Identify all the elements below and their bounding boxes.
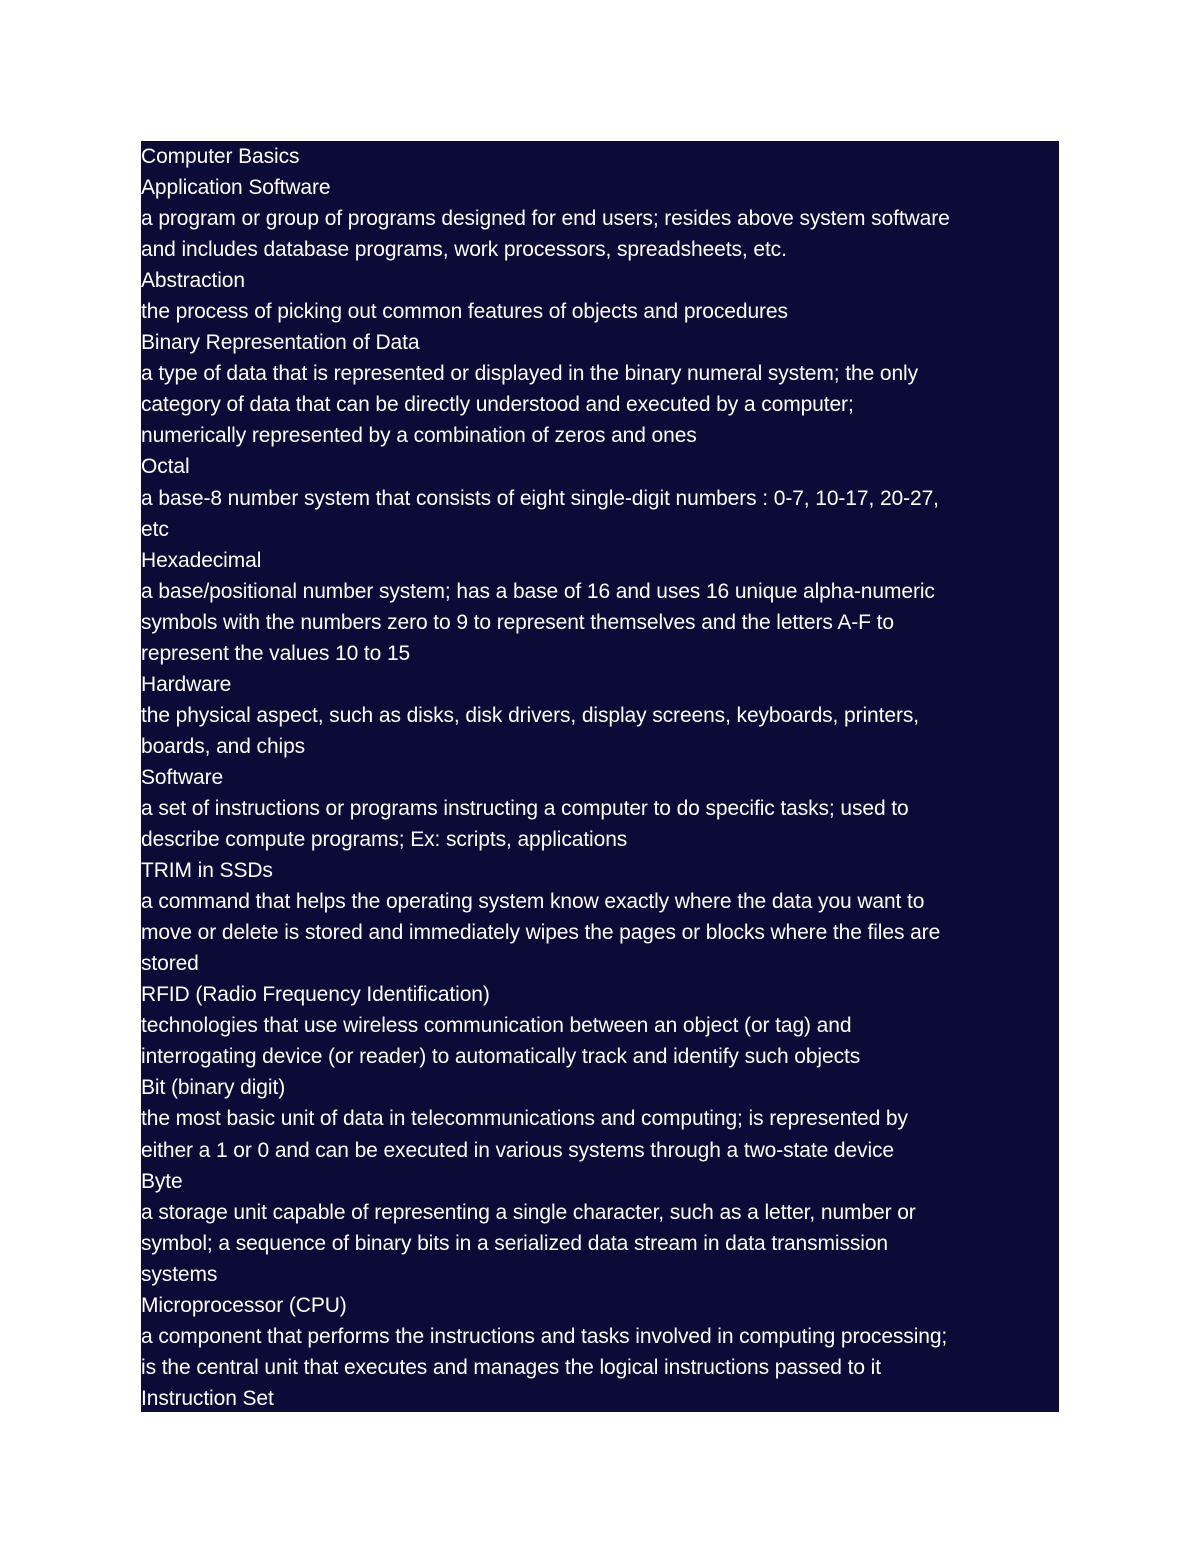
term-heading: Instruction Set — [141, 1386, 274, 1410]
definition-line: represent the values 10 to 15 — [141, 641, 411, 665]
term-heading: Octal — [141, 455, 190, 479]
definition-line: interrogating device (or reader) to automatically track and identify such objects — [141, 1045, 861, 1069]
definition-line: a set of instructions or programs instructing a computer to do specific tasks; used to — [141, 796, 909, 820]
term-heading: Application Software — [141, 176, 331, 200]
definition-line: stored — [141, 952, 199, 976]
definition-line: a component that performs the instructions and tasks involved in computing processing; — [141, 1324, 948, 1348]
definition-line: symbol; a sequence of binary bits in a serialized data stream in data transmission — [141, 1231, 889, 1255]
term-heading: TRIM in SSDs — [141, 859, 273, 883]
document-title: Computer Basics — [141, 145, 300, 168]
term-heading: Abstraction — [141, 269, 245, 293]
definition-line: a base/positional number system; has a base of 16 and uses 16 unique alpha-numeric — [141, 579, 935, 603]
term-heading: Binary Representation of Data — [141, 331, 420, 355]
definition-line: the process of picking out common features of objects and procedures — [141, 300, 788, 324]
definition-line: a base-8 number system that consists of eight single-digit numbers : 0-7, 10-17, 20-27, — [141, 486, 939, 510]
definition-line: systems — [141, 1262, 218, 1286]
term-heading: RFID (Radio Frequency Identification) — [141, 983, 490, 1007]
definition-line: boards, and chips — [141, 734, 306, 758]
definition-line: the most basic unit of data in telecommunications and computing; is represented by — [141, 1107, 908, 1131]
term-heading: Byte — [141, 1169, 183, 1193]
definition-line: etc — [141, 517, 169, 541]
definition-line: a type of data that is represented or displayed in the binary numeral system; the only — [141, 362, 919, 386]
definition-line: describe compute programs; Ex: scripts, applications — [141, 828, 628, 852]
definition-line: a command that helps the operating system know exactly where the data you want to — [141, 890, 925, 914]
term-heading: Hardware — [141, 672, 232, 696]
definition-line: either a 1 or 0 and can be executed in various systems through a two-state device — [141, 1138, 894, 1162]
definition-line: the physical aspect, such as disks, disk drivers, display screens, keyboards, printers, — [141, 703, 919, 727]
definition-line: is the central unit that executes and manages the logical instructions passed to it — [141, 1355, 881, 1379]
definition-line: a storage unit capable of representing a single character, such as a letter, number or — [141, 1200, 916, 1224]
document-text-block — [141, 141, 1059, 1412]
term-heading: Software — [141, 765, 224, 789]
definition-line: technologies that use wireless communication between an object (or tag) and — [141, 1014, 852, 1038]
definition-line: numerically represented by a combination of zeros and ones — [141, 424, 697, 448]
term-heading: Bit (binary digit) — [141, 1076, 286, 1100]
term-heading: Hexadecimal — [141, 548, 262, 572]
definition-line: symbols with the numbers zero to 9 to represent themselves and the letters A-F to — [141, 610, 894, 634]
definition-line: a program or group of programs designed for end users; resides above system software — [141, 207, 950, 231]
term-heading: Microprocessor (CPU) — [141, 1293, 347, 1317]
definition-line: category of data that can be directly understood and executed by a computer; — [141, 393, 854, 417]
definition-line: and includes database programs, work processors, spreadsheets, etc. — [141, 238, 787, 262]
definition-line: move or delete is stored and immediately wipes the pages or blocks where the files are — [141, 921, 941, 945]
